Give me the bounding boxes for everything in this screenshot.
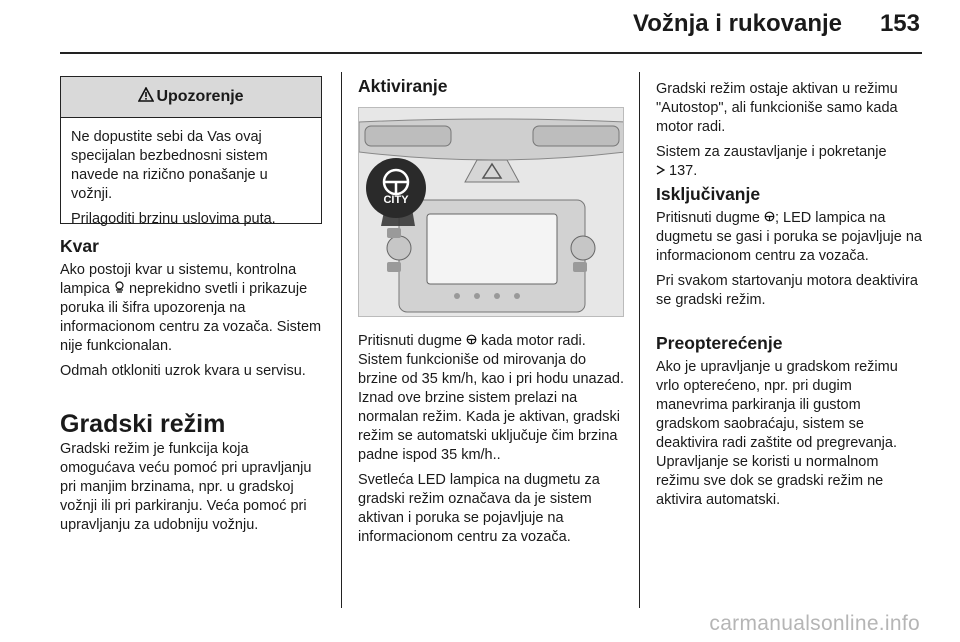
aktiviranje-paragraph-1a: Pritisnuti dugme <box>358 333 462 349</box>
aktiviranje-heading: Aktiviranje <box>358 76 448 96</box>
kvar-heading: Kvar <box>60 236 99 256</box>
warning-triangle-icon <box>138 87 154 107</box>
aktiviranje-paragraph-1b: kada motor radi. Sistem funkcioniše od mirovanja do brzine od 35 km/h, kao i pri hodu unazad. Iznad ove brzine sistem prelazi na normalan režim. Kada je aktivan, gradski režim se automatski uključuje čim brzina padne ispod 35 km/h.. <box>358 333 624 463</box>
kvar-paragraph-1b: neprekidno svetli i prikazuje poruka ili šifra upozorenja na informacionom centru za vozača. Sistem nije funkcionalan. <box>60 281 322 354</box>
kvar-text <box>60 261 326 387</box>
page-number: 153 <box>879 10 920 37</box>
column-divider-2 <box>639 72 640 608</box>
gradski-paragraph-1: Gradski režim je funkcija koja omogućava veću pomoć pri upravljanju pri manjim brzinama, npr. u gradskoj vožnji ili pri parkiranju. Veća pomoć pri upravljanju za udobniju vožnju. <box>60 441 312 533</box>
iskljucivanje-paragraph-2: Pri svakom startovanju motora deaktivira se gradski režim. <box>656 273 918 308</box>
warning-paragraph-2: Prilagoditi brzinu uslovima puta. <box>71 211 276 227</box>
iskljucivanje-paragraph-1a: Pritisnuti dugme <box>656 210 760 226</box>
preopterecenje-heading: Preopterećenje <box>656 333 783 353</box>
col3-paragraph-1: Gradski režim ostaje aktivan u režimu "Autostop", ali funkcioniše samo kada motor radi. <box>656 81 898 135</box>
col3-text-top <box>656 80 924 187</box>
aktiviranje-text <box>358 332 628 553</box>
steering-lamp-icon <box>114 280 125 299</box>
column-divider-1 <box>341 72 342 608</box>
iskljucivanje-text <box>656 209 924 316</box>
iskljucivanje-paragraph-1b: ; LED lampica na dugmetu se gasi i poruka se pojavljuje na informacionom centru za vozača. <box>656 210 922 264</box>
warning-header <box>61 77 321 118</box>
col3-paragraph-2: Sistem za zaustavljanje i pokretanje <box>656 144 887 160</box>
city-steering-icon <box>764 209 775 228</box>
watermark: carmanualsonline.info <box>709 612 920 635</box>
gradski-heading: Gradski režim <box>60 410 226 438</box>
col3-page-ref[interactable]: 137. <box>669 163 698 179</box>
running-header-title: Vožnja i rukovanje <box>633 10 842 37</box>
city-button-label: CITY <box>383 194 409 206</box>
city-steering-icon <box>466 332 477 351</box>
warning-title: Upozorenje <box>156 88 244 105</box>
gradski-text <box>60 440 326 541</box>
kvar-paragraph-1a: Ako postoji kvar u sistemu, kontrolna lampica <box>60 262 297 297</box>
kvar-paragraph-2: Odmah otkloniti uzrok kvara u servisu. <box>60 363 306 379</box>
page-ref-arrow-icon <box>656 162 665 181</box>
preopterecenje-paragraph-1: Ako je upravljanje u gradskom režimu vrlo opterećeno, npr. pri dugim manevrima parkiranja ili gustom gradskom saobraćaju, sistem se deaktivira radi zaštite od pregrevanja. Upravljanje se koristi u normalnom režimu sve dok se gradski režim ne aktivira automatski. <box>656 359 898 508</box>
iskljucivanje-heading: Isključivanje <box>656 184 761 204</box>
warning-box <box>60 76 322 227</box>
aktiviranje-paragraph-2: Svetleća LED lampica na dugmetu za gradski režim označava da je sistem aktivan i poruka se pojavljuje na informacionom centru za vozača. <box>358 472 600 545</box>
dashboard-figure <box>358 107 624 317</box>
header-rule <box>60 52 922 54</box>
warning-paragraph-1: Ne dopustite sebi da Vas ovaj specijalan bezbednosni sistem navede na rizično ponašanje u vožnji. <box>71 129 268 202</box>
preopterecenje-text <box>656 358 924 516</box>
